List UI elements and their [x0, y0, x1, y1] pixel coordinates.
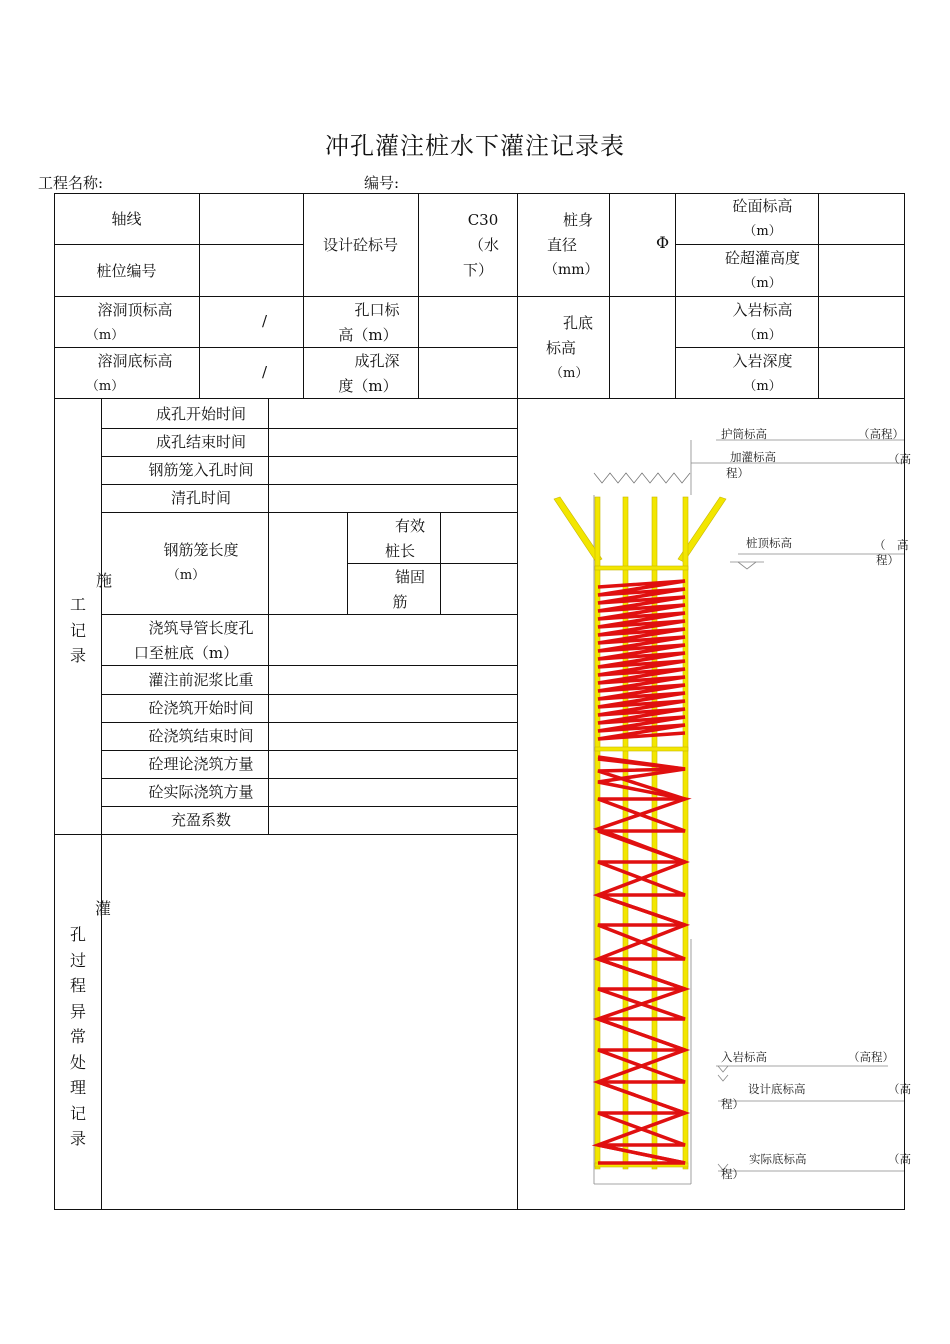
extra-pour-level-label: 加灌标高 — [730, 450, 776, 464]
row-label-fill-factor: 充盈系数 — [170, 811, 231, 829]
concrete-top-level-label: 砼面标高 （m） — [732, 197, 793, 239]
design-bottom-level-label: 设计底标高 — [748, 1082, 806, 1096]
number-label: 编号: — [364, 174, 400, 192]
elevation-labels — [721, 427, 911, 1181]
cave-bottom-level-label: 溶洞底标高 （m） — [85, 351, 173, 394]
row-label-mud-density: 灌注前泥浆比重 — [148, 670, 254, 689]
anchor-bar-label: 锚固 筋 — [392, 567, 425, 611]
row-label-hole-end: 成孔结束时间 — [155, 433, 246, 451]
row-label-theory-volume: 砼理论浇筑方量 — [148, 755, 254, 773]
construction-record-label: 工 记 录 — [69, 595, 86, 665]
pile-cage-diagram — [518, 399, 911, 1209]
pile-top-unit-a: （ 高 — [874, 538, 909, 552]
pipe-length-label: 浇筑导管长度孔 口至桩底（m） — [133, 618, 254, 662]
pile-diameter-label: 桩身 直径 （mm） — [544, 210, 599, 278]
casing-level-unit: （高程） — [858, 427, 904, 441]
hole-bottom-level-label: 孔底 标高 （m） — [546, 313, 594, 381]
design-bottom-unit-a: （高 — [888, 1082, 911, 1096]
row-label-cage-in: 钢筋笼入孔时间 — [148, 461, 254, 479]
pile-top-level-label: 桩顶标高 — [746, 536, 792, 550]
hole-top-level-label: 孔口标 高（m） — [338, 300, 400, 344]
effective-length-label: 有效 桩长 — [384, 516, 425, 560]
cave-bottom-slash: / — [262, 363, 268, 381]
pile-number-label: 桩位编号 — [96, 261, 157, 280]
rock-level-diagram-unit: （高程） — [848, 1050, 894, 1064]
row-label-hole-start: 成孔开始时间 — [155, 404, 246, 423]
abnormal-record-label: 孔 过 程 异 常 处 理 记 录 — [69, 925, 86, 1148]
actual-bottom-unit-b: 程） — [721, 1167, 744, 1181]
extra-pour-unit-a: （高 — [888, 452, 911, 466]
row-label-pour-end: 砼浇筑结束时间 — [148, 727, 254, 745]
construction-record-char-1: 施 — [95, 571, 112, 590]
rock-level-diagram-label: 入岩标高 — [721, 1050, 767, 1064]
cage-length-label: 钢筋笼长度 （m） — [163, 541, 239, 583]
page-title: 冲孔灌注桩水下灌注记录表 — [325, 132, 625, 160]
design-grade-value: C30 （水 下） — [462, 210, 499, 279]
hole-depth-label: 成孔深 度（m） — [338, 351, 400, 395]
elevation-leader-lines — [594, 440, 904, 1184]
row-label-actual-volume: 砼实际浇筑方量 — [148, 783, 254, 801]
abnormal-record-char-1: 灌 — [94, 899, 111, 918]
design-grade-label: 设计砼标号 — [322, 236, 398, 254]
rock-level-label: 入岩标高 （m） — [732, 300, 793, 343]
phi-symbol: Φ — [656, 233, 670, 252]
cave-top-slash: / — [262, 312, 268, 330]
over-pour-height-label: 砼超灌高度 （m） — [724, 249, 800, 291]
row-label-pour-start: 砼浇筑开始时间 — [148, 699, 254, 717]
rock-depth-label: 入岩深度 （m） — [732, 351, 793, 394]
axis-label: 轴线 — [111, 209, 142, 228]
row-label-hole-clean: 清孔时间 — [170, 489, 231, 507]
spiral-stirrup-lower — [598, 759, 685, 1163]
design-bottom-unit-b: 程） — [721, 1097, 744, 1111]
pile-top-unit-b: 程） — [876, 553, 899, 567]
cave-top-level-label: 溶洞顶标高 （m） — [85, 300, 173, 343]
ground-zigzag — [594, 473, 690, 483]
actual-bottom-level-label: 实际底标高 — [749, 1152, 807, 1166]
project-name-label: 工程名称: — [38, 174, 104, 192]
casing-level-label: 护筒标高 — [721, 427, 767, 441]
actual-bottom-unit-a: （高 — [888, 1152, 911, 1166]
extra-pour-unit-b: 程） — [726, 466, 749, 480]
